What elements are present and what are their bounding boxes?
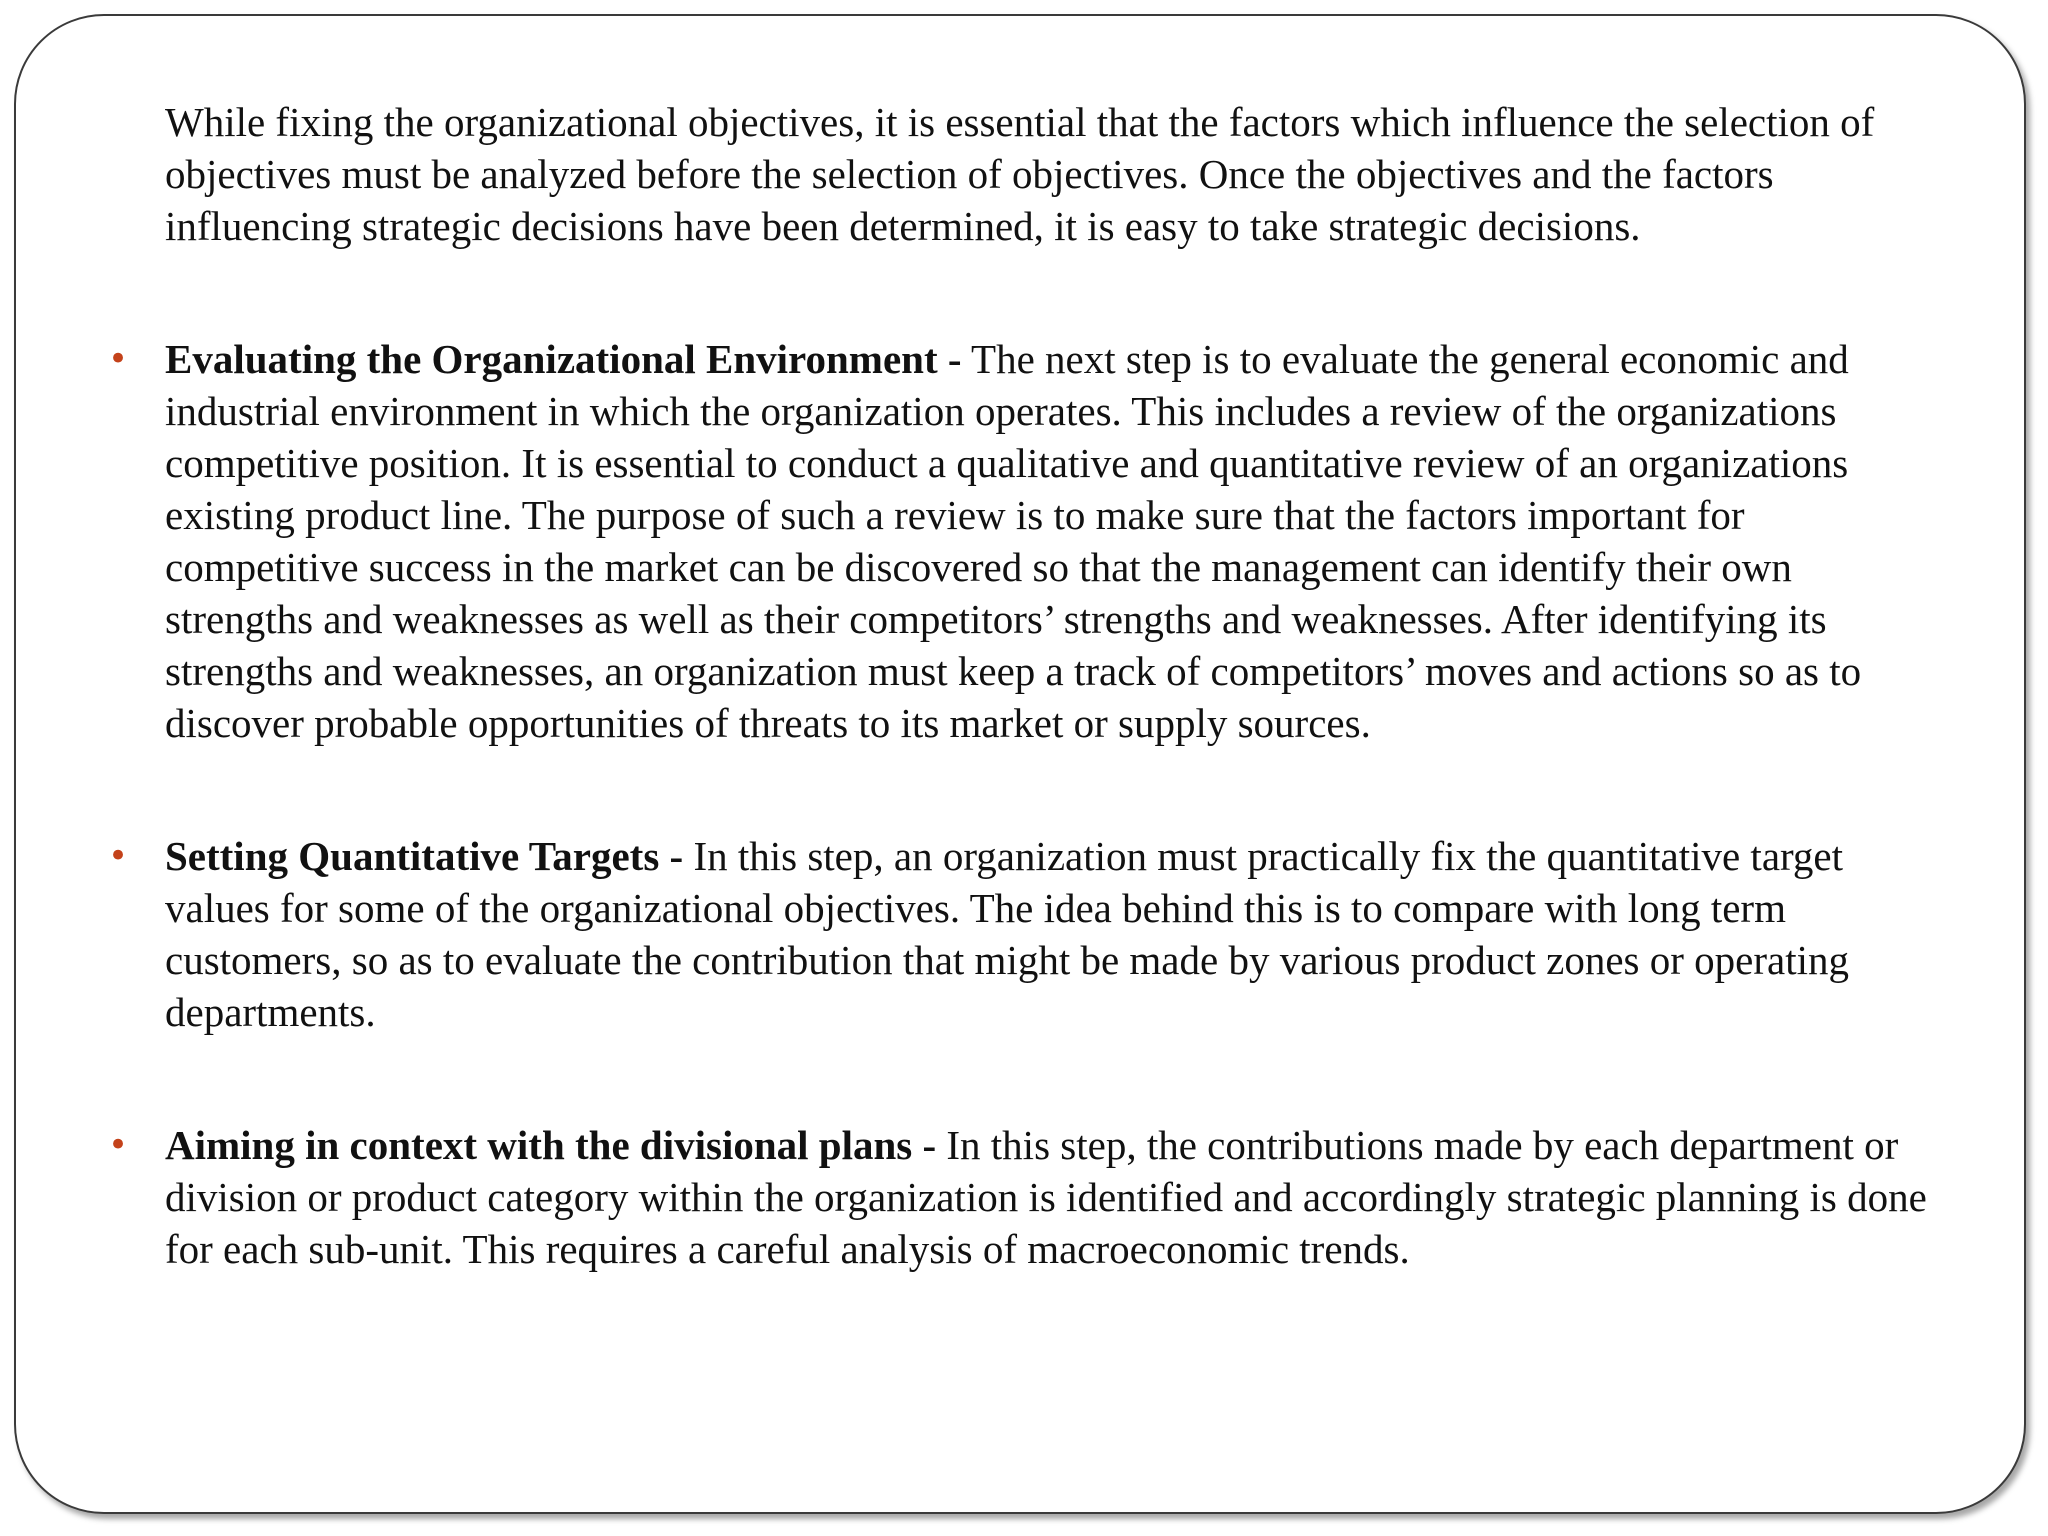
bullet-heading: Evaluating the Organizational Environment - — [165, 336, 962, 382]
bullet-text: The next step is to evaluate the general economic and industrial environment in which the organization operates. This includes a review of the organizations competitive position. It is essential to conduct a qualitative and quantitative review of an organizations existing product line. The purpose of such a review is to make sure that the factors important for competitive success in the market can be discovered so that the management can identify their own strengths and weaknesses as well as their competitors’ strengths and weaknesses. After identifying its strengths and weaknesses, an organization must keep a track of competitors’ moves and actions so as to discover probable opportunities of threats to its market or supply sources. — [165, 336, 1862, 746]
bullet-text: In this step, an organization must practically fix the quantitative target values for some of the organizational objectives. The idea behind this is to compare with long term customers, so as to evaluate the contribution that might be made by various product zones or operating departments. — [165, 833, 1849, 1035]
bullet-icon: • — [108, 836, 129, 876]
bullet-item-quantitative-targets — [108, 830, 1945, 1038]
bullet-icon: • — [108, 1125, 129, 1165]
bullet-heading: Aiming in context with the divisional plans - — [165, 1122, 937, 1168]
bullet-icon: • — [108, 339, 129, 379]
bullet-item-evaluating-environment — [108, 333, 1945, 749]
intro-paragraph: While fixing the organizational objectives, it is essential that the factors which influence the selection of objectives must be analyzed before the selection of objectives. Once the objectives and the factors influencing strategic decisions have been determined, it is easy to take strategic decisions. — [165, 99, 1875, 249]
slide-body — [108, 96, 1945, 1356]
bullet-heading: Setting Quantitative Targets - — [165, 833, 684, 879]
bullet-item-divisional-plans — [108, 1119, 1945, 1275]
bullet-text: In this step, the contributions made by each department or division or product category within the organization is identified and accordingly strategic planning is done for each sub-unit. This requires a careful analysis of macroeconomic trends. — [165, 1122, 1927, 1272]
